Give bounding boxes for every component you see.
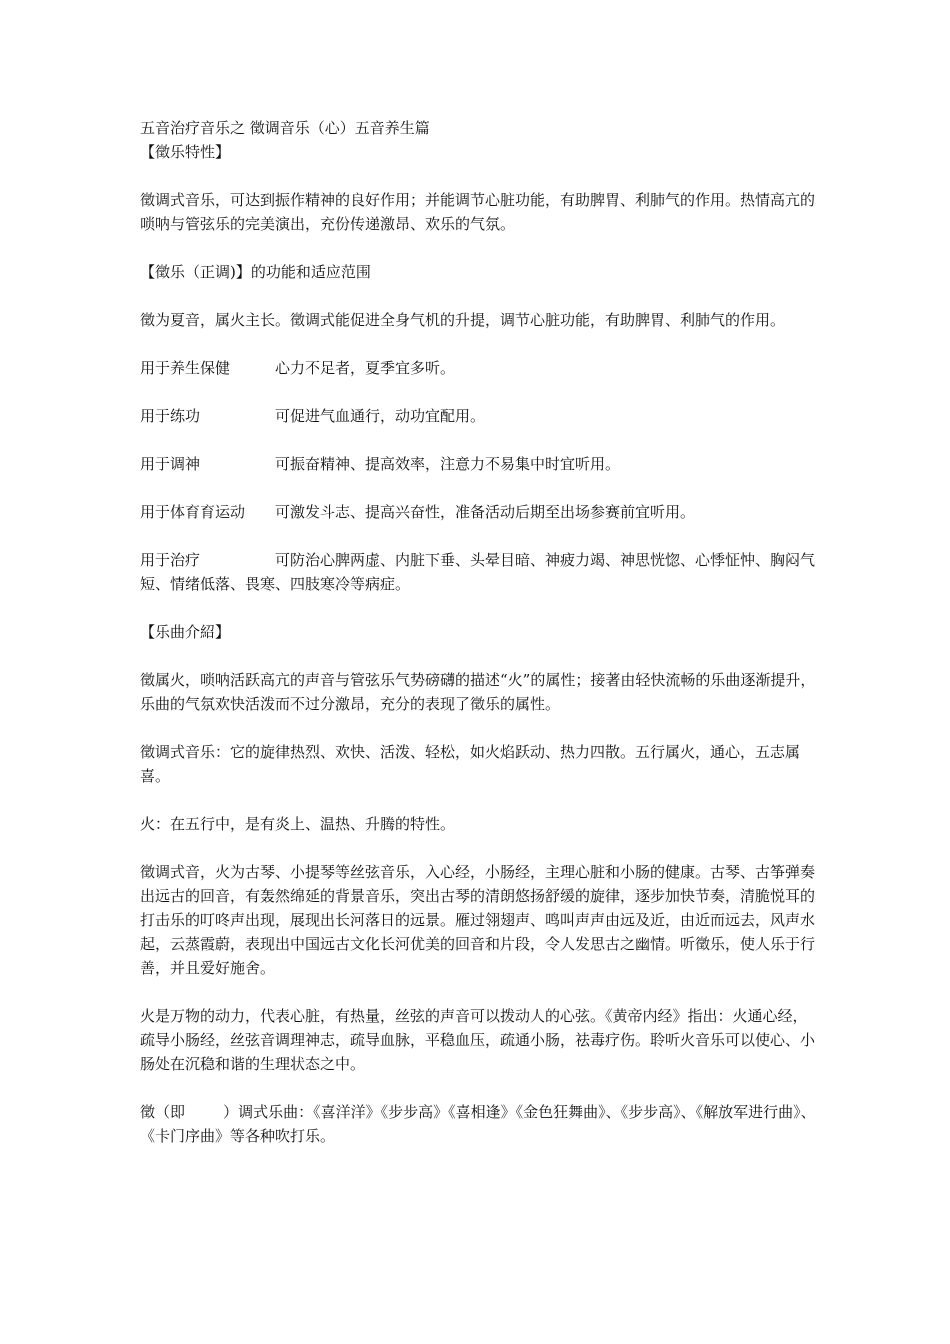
spacer xyxy=(140,1076,816,1100)
use-text: 可振奋精神、提高效率，注意力不易集中时宜听用。 xyxy=(275,455,621,473)
spacer xyxy=(140,716,816,740)
use-row-exercise xyxy=(140,404,816,428)
use-text: 心力不足者，夏季宜多听。 xyxy=(275,359,456,377)
section-heading-introduction: 【乐曲介紹】 xyxy=(140,623,231,641)
spacer xyxy=(140,164,816,188)
spacer xyxy=(140,980,816,1004)
paragraph-fire: 火：在五行中，是有炎上、温热、升腾的特性。 xyxy=(140,815,456,833)
use-text: 可激发斗志、提高兴奋性，准备活动后期至出场参赛前宜听用。 xyxy=(275,503,696,521)
spacer xyxy=(140,788,816,812)
use-row-treatment xyxy=(140,548,816,596)
spacer xyxy=(140,644,816,668)
document-title: 五音治疗音乐之 徵调音乐（心）五音养生篇 xyxy=(140,119,430,137)
paragraph-characteristics: 徵调式音乐，可达到振作精神的良好作用；并能调节心脏功能，有助脾胃、利肺气的作用。热情高亢的唢呐与管弦乐的完美演出，充份传递激昂、欢乐的气氛。 xyxy=(140,191,816,233)
paragraph-pieces: 徵（即 ）调式乐曲：《喜洋洋》《步步高》《喜相逢》《金色狂舞曲》、《步步高》、《解放军进行曲》、《卡门序曲》等各种吹打乐。 xyxy=(140,1103,816,1145)
use-text: 可防治心脾两虚、内脏下垂、头晕目暗、神疲力竭、神思恍惚、心悸怔忡、胸闷气短、情绪低落、畏寒、四肢寒冷等病症。 xyxy=(140,551,816,593)
spacer xyxy=(140,284,816,308)
use-row-spirit xyxy=(140,452,816,476)
spacer xyxy=(140,380,816,404)
use-text: 可促进气血通行，动功宜配用。 xyxy=(275,407,486,425)
use-label: 用于调神 xyxy=(140,455,201,473)
spacer xyxy=(140,524,816,548)
spacer xyxy=(140,476,816,500)
use-label: 用于养生保健 xyxy=(140,359,231,377)
paragraph-instruments: 徵调式音，火为古琴、小提琴等丝弦音乐，入心经，小肠经，主理心脏和小肠的健康。古琴、古筝弹奏出远古的回音，有轰然绵延的背景音乐，突出古琴的清朗悠扬舒缓的旋律，逐步加快节奏，清脆悦耳的打击乐的叮咚声出现，展现出长河落日的远景。雁过翎翅声、鸣叫声声由远及近，由近而远去，风声水起，云蒸霞蔚，表现出中国远古文化长河优美的回音和片段，令人发思古之幽情。听徵乐，使人乐于行善，并且爱好施舍。 xyxy=(140,863,816,977)
spacer xyxy=(140,236,816,260)
spacer xyxy=(140,836,816,860)
spacer xyxy=(140,596,816,620)
paragraph-music: 徵调式音乐：它的旋律热烈、欢快、活泼、轻松，如火焰跃动、热力四散。五行属火，通心，五志属喜。 xyxy=(140,743,801,785)
paragraph-intro: 徵属火，唢呐活跃高亢的声音与管弦乐气势磅礴的描述“火”的属性；接著由轻快流畅的乐曲逐渐提升，乐曲的气氛欢快活泼而不过分激昂，充分的表现了徵乐的属性。 xyxy=(140,671,816,713)
document-body xyxy=(140,116,816,1148)
use-row-health xyxy=(140,356,816,380)
use-label: 用于治疗 xyxy=(140,551,201,569)
paragraph-functions: 徵为夏音，属火主长。徵调式能促进全身气机的升提，调节心脏功能，有助脾胃、利肺气的作用。 xyxy=(140,311,786,329)
section-heading-functions: 【徵乐（正调)】的功能和适应范围 xyxy=(140,263,371,281)
use-row-sports xyxy=(140,500,816,524)
use-label: 用于体育育运动 xyxy=(140,503,246,521)
section-heading-characteristics: 【徵乐特性】 xyxy=(140,143,231,161)
use-label: 用于练功 xyxy=(140,407,201,425)
paragraph-power: 火是万物的动力，代表心脏，有热量，丝弦的声音可以拨动人的心弦。《黄帝内经》指出：火通心经，疏导小肠经，丝弦音调理神志，疏导血脉，平稳血压，疏通小肠，祛毒疗伤。聆听火音乐可以使心、小肠处在沉稳和谐的生理状态之中。 xyxy=(140,1007,816,1073)
spacer xyxy=(140,332,816,356)
spacer xyxy=(140,428,816,452)
